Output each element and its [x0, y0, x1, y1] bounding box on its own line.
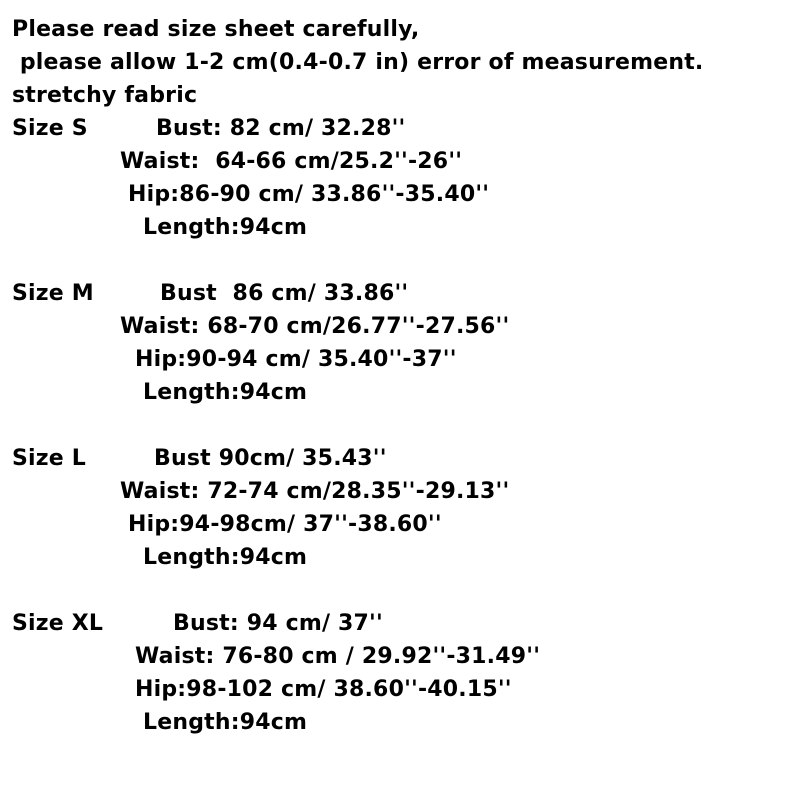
size-s-hip: Hip:86-90 cm/ 33.86''-35.40'' [128, 182, 490, 207]
size-xl-waist: Waist: 76-80 cm / 29.92''-31.49'' [135, 644, 541, 669]
size-xl-hip: Hip:98-102 cm/ 38.60''-40.15'' [135, 677, 512, 702]
size-l-waist: Waist: 72-74 cm/28.35''-29.13'' [120, 479, 510, 504]
size-s-label: Size S [12, 116, 88, 141]
size-s-bust: Bust: 82 cm/ 32.28'' [156, 116, 406, 141]
size-m-bust: Bust 86 cm/ 33.86'' [160, 281, 409, 306]
size-m-hip: Hip:90-94 cm/ 35.40''-37'' [135, 347, 457, 372]
intro-line-measurement-error: please allow 1-2 cm(0.4-0.7 in) error of measurement. [12, 50, 704, 75]
size-l-hip: Hip:94-98cm/ 37''-38.60'' [128, 512, 442, 537]
intro-line-read-carefully: Please read size sheet carefully, [12, 17, 420, 42]
size-xl-bust: Bust: 94 cm/ 37'' [173, 611, 383, 636]
size-l-label: Size L [12, 446, 86, 471]
size-m-waist: Waist: 68-70 cm/26.77''-27.56'' [120, 314, 510, 339]
size-m-label: Size M [12, 281, 94, 306]
size-xl-label: Size XL [12, 611, 104, 636]
size-m-length: Length:94cm [143, 380, 308, 405]
intro-line-fabric: stretchy fabric [12, 83, 198, 108]
size-l-length: Length:94cm [143, 545, 308, 570]
size-s-waist: Waist: 64-66 cm/25.2''-26'' [120, 149, 463, 174]
size-l-bust: Bust 90cm/ 35.43'' [154, 446, 387, 471]
size-s-length: Length:94cm [143, 215, 308, 240]
size-xl-length: Length:94cm [143, 710, 308, 735]
